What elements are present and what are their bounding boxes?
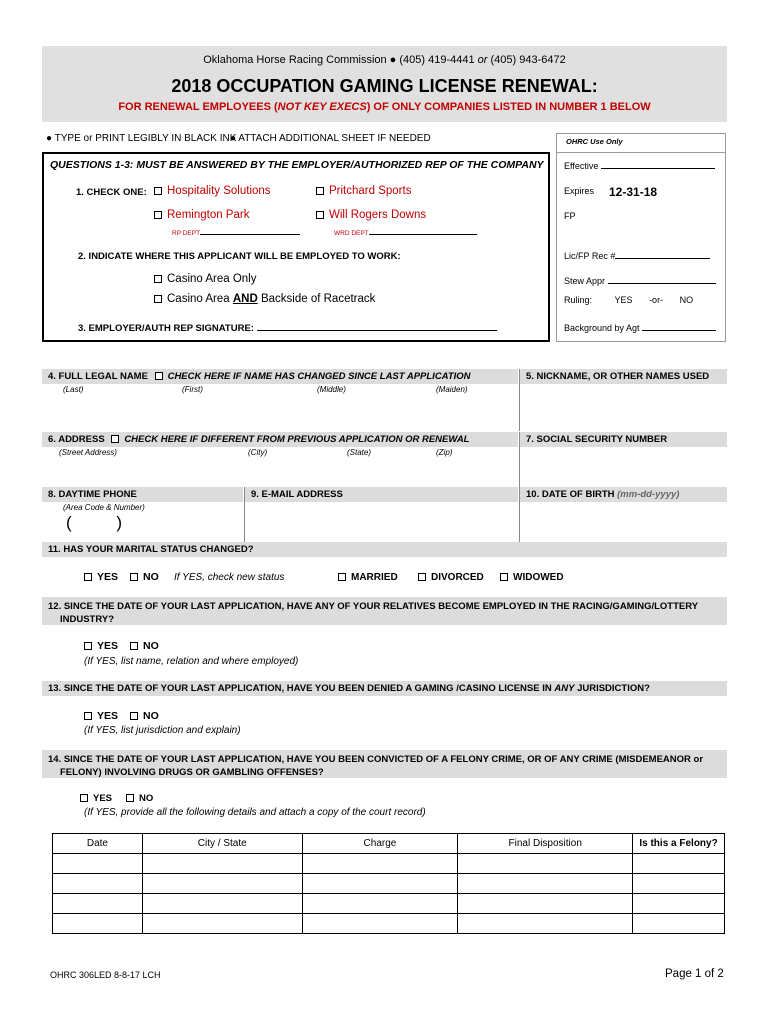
col-felony: Is this a Felony?: [633, 834, 725, 854]
q9-header: 9. E-MAIL ADDRESS: [245, 487, 518, 502]
table-cell[interactable]: [302, 874, 458, 894]
q13-header: 13. SINCE THE DATE OF YOUR LAST APPLICATION, HAVE YOU BEEN DENIED A GAMING /CASINO LICENSE IN ANY JURISDICTION?: [42, 681, 727, 696]
dob-input[interactable]: [521, 503, 727, 541]
col-final-disposition: Final Disposition: [458, 834, 633, 854]
ohrc-expires-value: 12-31-18: [609, 185, 658, 199]
table-cell[interactable]: [633, 874, 725, 894]
nickname-input[interactable]: [521, 385, 727, 431]
checkbox[interactable]: [130, 642, 138, 650]
table-cell[interactable]: [142, 894, 302, 914]
table-row: [53, 914, 725, 934]
checkbox[interactable]: [500, 573, 508, 581]
wrd-dept-field[interactable]: WRD DEPT: [334, 230, 477, 237]
ohrc-use-title: OHRC Use Only: [566, 137, 623, 146]
ohrc-effective-field[interactable]: Effective: [564, 161, 715, 171]
work-option-casino[interactable]: Casino Area Only: [154, 273, 257, 285]
company-option-remington[interactable]: Remington Park: [154, 209, 249, 221]
email-input[interactable]: [246, 503, 518, 541]
q7-header: 7. SOCIAL SECURITY NUMBER: [520, 432, 727, 447]
q4-sub-maiden: (Maiden): [436, 385, 468, 394]
table-cell[interactable]: [53, 854, 143, 874]
table-cell[interactable]: [633, 854, 725, 874]
q4-sub-first: (First): [182, 385, 203, 394]
q6-sub-zip: (Zip): [436, 448, 453, 457]
employer-section-box: [42, 152, 550, 342]
employer-section-heading: QUESTIONS 1-3: MUST BE ANSWERED BY THE EMPLOYER/AUTHORIZED REP OF THE COMPANY: [50, 159, 544, 171]
q6-sub-state: (State): [347, 448, 372, 457]
ohrc-licfp-field[interactable]: Lic/FP Rec #: [564, 251, 710, 261]
ssn-input[interactable]: [521, 448, 727, 486]
checkbox[interactable]: [316, 211, 324, 219]
q11-no[interactable]: NO: [130, 571, 159, 583]
checkbox[interactable]: [130, 573, 138, 581]
q12-no[interactable]: NO: [130, 640, 159, 652]
table-cell[interactable]: [458, 854, 633, 874]
table-cell[interactable]: [633, 914, 725, 934]
q1-label: 1. CHECK ONE:: [76, 187, 147, 198]
table-cell[interactable]: [302, 854, 458, 874]
checkbox[interactable]: [418, 573, 426, 581]
q14-no[interactable]: NO: [126, 793, 153, 804]
col-city-state: City / State: [142, 834, 302, 854]
table-cell[interactable]: [142, 874, 302, 894]
table-row: [53, 854, 725, 874]
col-date: Date: [53, 834, 143, 854]
table-row: [53, 894, 725, 914]
q11-header: 11. HAS YOUR MARITAL STATUS CHANGED?: [42, 542, 727, 557]
checkbox[interactable]: [126, 794, 134, 802]
instruction-ink: ● TYPE or PRINT LEGIBLY IN BLACK INK: [46, 133, 237, 144]
checkbox[interactable]: [84, 573, 92, 581]
company-option-will-rogers[interactable]: Will Rogers Downs: [316, 209, 426, 221]
name-changed-checkbox[interactable]: [155, 372, 163, 380]
q13-yes[interactable]: YES: [84, 710, 118, 722]
page-subtitle: FOR RENEWAL EMPLOYEES (NOT KEY EXECS) OF ONLY COMPANIES LISTED IN NUMBER 1 BELOW: [118, 101, 651, 113]
q4-sub-last: (Last): [63, 385, 84, 394]
company-option-pritchard[interactable]: Pritchard Sports: [316, 185, 411, 197]
checkbox[interactable]: [154, 295, 162, 303]
page-title: 2018 OCCUPATION GAMING LICENSE RENEWAL:: [171, 76, 598, 96]
table-row: [53, 874, 725, 894]
q12-if-yes: (If YES, list name, relation and where employed): [84, 656, 299, 667]
instruction-attach: ● ATTACH ADDITIONAL SHEET IF NEEDED: [230, 133, 431, 144]
q2-label: 2. INDICATE WHERE THIS APPLICANT WILL BE EMPLOYED TO WORK:: [78, 251, 401, 262]
q14-yes[interactable]: YES: [80, 793, 112, 804]
phone-input[interactable]: ( ): [66, 513, 123, 532]
q3-signature[interactable]: 3. EMPLOYER/AUTH REP SIGNATURE:: [78, 323, 497, 334]
table-cell[interactable]: [302, 894, 458, 914]
company-option-hospitality[interactable]: Hospitality Solutions: [154, 185, 271, 197]
checkbox[interactable]: [154, 187, 162, 195]
table-cell[interactable]: [142, 854, 302, 874]
status-married[interactable]: MARRIED: [338, 572, 398, 583]
table-cell[interactable]: [633, 894, 725, 914]
checkbox[interactable]: [84, 642, 92, 650]
status-widowed[interactable]: WIDOWED: [500, 572, 564, 583]
q5-header: 5. NICKNAME, OR OTHER NAMES USED: [520, 369, 727, 384]
rp-dept-field[interactable]: RP DEPT: [172, 230, 300, 237]
table-cell[interactable]: [458, 914, 633, 934]
q13-if-yes: (If YES, list jurisdiction and explain): [84, 725, 241, 736]
address-changed-checkbox[interactable]: [111, 435, 119, 443]
checkbox[interactable]: [154, 275, 162, 283]
ohrc-fp: FP: [564, 211, 576, 221]
q8-sub: (Area Code & Number): [63, 503, 145, 512]
table-cell[interactable]: [53, 894, 143, 914]
q10-header: 10. DATE OF BIRTH (mm-dd-yyyy): [520, 487, 727, 502]
checkbox[interactable]: [130, 712, 138, 720]
table-header-row: [53, 834, 725, 854]
address-input[interactable]: [42, 458, 518, 486]
header-contact: Oklahoma Horse Racing Commission ● (405) 419-4441 or (405) 943-6472: [203, 54, 566, 66]
page-number: Page 1 of 2: [665, 968, 724, 980]
ohrc-background-field[interactable]: Background by Agt: [564, 323, 716, 333]
checkbox[interactable]: [316, 187, 324, 195]
checkbox[interactable]: [84, 712, 92, 720]
col-charge: Charge: [302, 834, 458, 854]
checkbox[interactable]: [154, 211, 162, 219]
checkbox[interactable]: [80, 794, 88, 802]
table-cell[interactable]: [458, 894, 633, 914]
q12-header: 12. SINCE THE DATE OF YOUR LAST APPLICATION, HAVE ANY OF YOUR RELATIVES BECOME EMPLOYED IN THE RACING/GAMING/LOTTERY INDUSTRY?: [42, 597, 727, 625]
ohrc-divider: [556, 152, 726, 153]
q14-header: 14. SINCE THE DATE OF YOUR LAST APPLICATION, HAVE YOU BEEN CONVICTED OF A FELONY CRIME, OR OF ANY CRIME (MISDEMEANOR or FELONY) INVOLVING DRUGS OR GAMBLING OFFENSES?: [42, 750, 727, 778]
ohrc-ruling: Ruling: YES -or- NO: [564, 295, 694, 305]
table-cell[interactable]: [458, 874, 633, 894]
q8-header: 8. DAYTIME PHONE: [42, 487, 243, 502]
table-cell[interactable]: [53, 874, 143, 894]
table-cell[interactable]: [142, 914, 302, 934]
q14-if-yes: (If YES, provide all the following details and attach a copy of the court record): [84, 807, 426, 818]
ohrc-stew-field[interactable]: Stew Appr: [564, 276, 716, 286]
full-name-input[interactable]: [42, 395, 518, 431]
work-option-casino-backside[interactable]: Casino Area AND Backside of Racetrack: [154, 293, 375, 305]
q6-header: 6. ADDRESS CHECK HERE IF DIFFERENT FROM PREVIOUS APPLICATION OR RENEWAL: [42, 432, 518, 447]
status-divorced[interactable]: DIVORCED: [418, 572, 484, 583]
convictions-table: [52, 833, 725, 934]
form-id: OHRC 306LED 8-8-17 LCH: [50, 970, 161, 980]
q11-if-yes: If YES, check new status: [174, 572, 285, 583]
q6-sub-street: (Street Address): [59, 448, 117, 457]
q6-sub-city: (City): [248, 448, 268, 457]
q12-yes[interactable]: YES: [84, 640, 118, 652]
q4-sub-middle: (Middle): [317, 385, 346, 394]
q13-no[interactable]: NO: [130, 710, 159, 722]
checkbox[interactable]: [338, 573, 346, 581]
ohrc-expires: Expires: [564, 186, 595, 196]
q11-yes[interactable]: YES: [84, 571, 118, 583]
table-cell[interactable]: [53, 914, 143, 934]
q4-header: 4. FULL LEGAL NAME CHECK HERE IF NAME HAS CHANGED SINCE LAST APPLICATION: [42, 369, 518, 384]
table-cell[interactable]: [302, 914, 458, 934]
